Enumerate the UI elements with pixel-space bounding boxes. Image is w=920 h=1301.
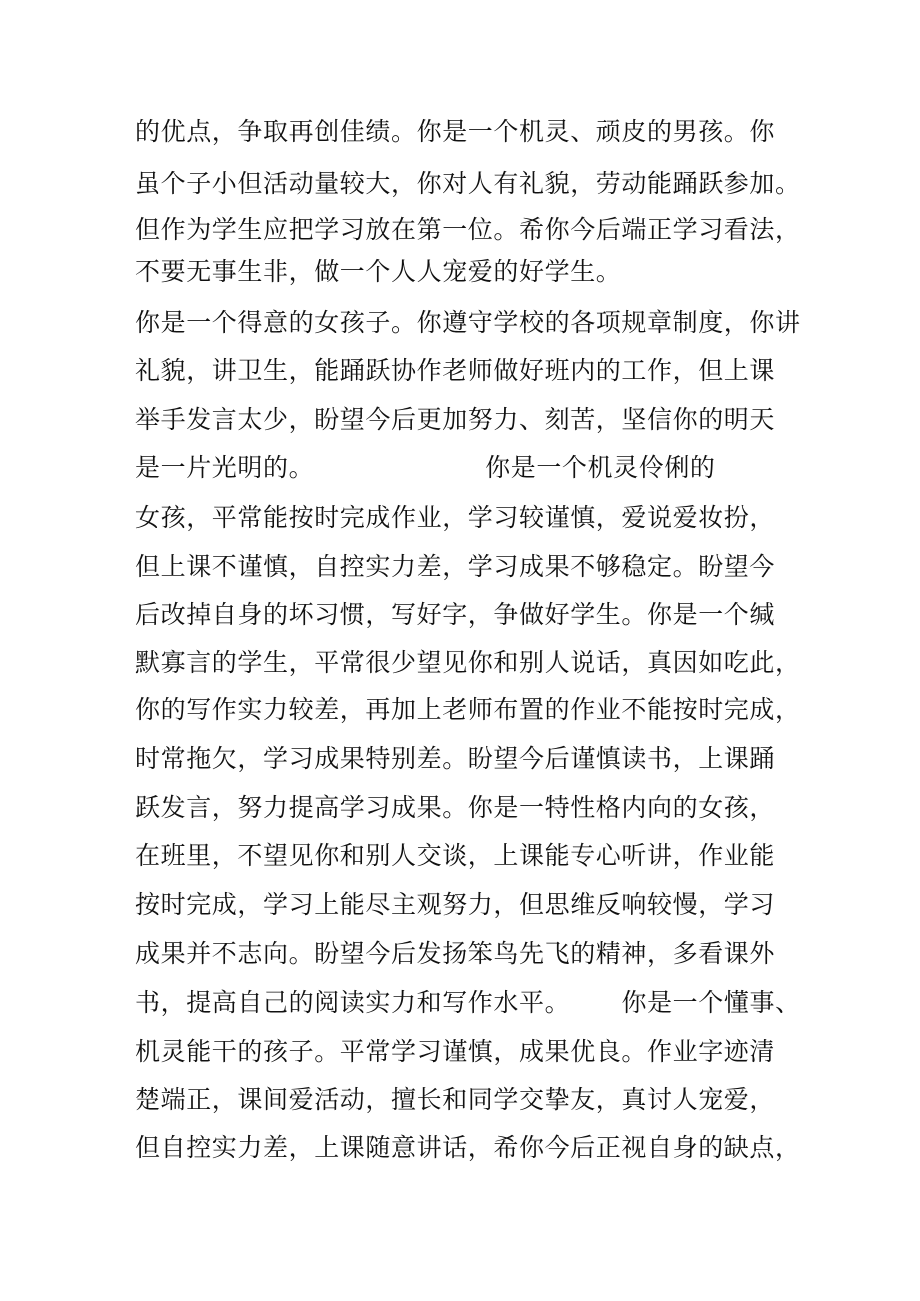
text-line: 虽个子小但活动量较大，你对人有礼貌，劳动能踊跃参加。	[135, 169, 801, 198]
text-line: 但上课不谨慎，自控实力差，学习成果不够稳定。盼望今	[135, 552, 776, 581]
text-line: 但作为学生应把学习放在第一位。希你今后端正学习看法，	[135, 215, 801, 244]
text-line: 是一片光明的。 你是一个机灵伶俐的	[135, 453, 716, 482]
text-line: 女孩，平常能按时完成作业，学习较谨慎，爱说爱妆扮，	[135, 503, 776, 532]
text-line: 成果并不志向。盼望今后发扬笨鸟先飞的精神，多看课外	[135, 939, 776, 968]
text-line: 跃发言，努力提高学习成果。你是一特性格内向的女孩，	[135, 793, 776, 822]
text-line: 后改掉自身的坏习惯，写好字，争做好学生。你是一个缄	[135, 600, 776, 629]
text-line: 但自控实力差，上课随意讲话，希你今后正视自身的缺点，	[135, 1133, 801, 1162]
text-line: 书，提高自己的阅读实力和写作水平。 你是一个懂事、	[135, 988, 801, 1017]
text-line: 时常拖欠，学习成果特别差。盼望今后谨慎读书，上课踊	[135, 744, 776, 773]
text-line: 机灵能干的孩子。平常学习谨慎，成果优良。作业字迹清	[135, 1037, 776, 1066]
text-line: 礼貌，讲卫生，能踊跃协作老师做好班内的工作，但上课	[135, 356, 776, 385]
text-line: 默寡言的学生，平常很少望见你和别人说话，真因如吃此，	[135, 648, 801, 677]
text-line: 你是一个得意的女孩子。你遵守学校的各项规章制度，你讲	[135, 308, 801, 337]
text-line: 按时完成，学习上能尽主观努力，但思维反响较慢，学习	[135, 890, 776, 919]
text-line: 在班里，不望见你和别人交谈，上课能专心听讲，作业能	[135, 841, 776, 870]
text-line: 举手发言太少，盼望今后更加努力、刻苦，坚信你的明天	[135, 405, 776, 434]
text-line: 不要无事生非，做一个人人宠爱的好学生。	[135, 257, 622, 286]
text-line: 楚端正，课间爱活动，擅长和同学交挚友，真讨人宠爱，	[135, 1085, 776, 1114]
text-line: 你的写作实力较差，再加上老师布置的作业不能按时完成，	[135, 695, 801, 724]
text-line: 的优点，争取再创佳绩。你是一个机灵、顽皮的男孩。你	[135, 117, 776, 146]
